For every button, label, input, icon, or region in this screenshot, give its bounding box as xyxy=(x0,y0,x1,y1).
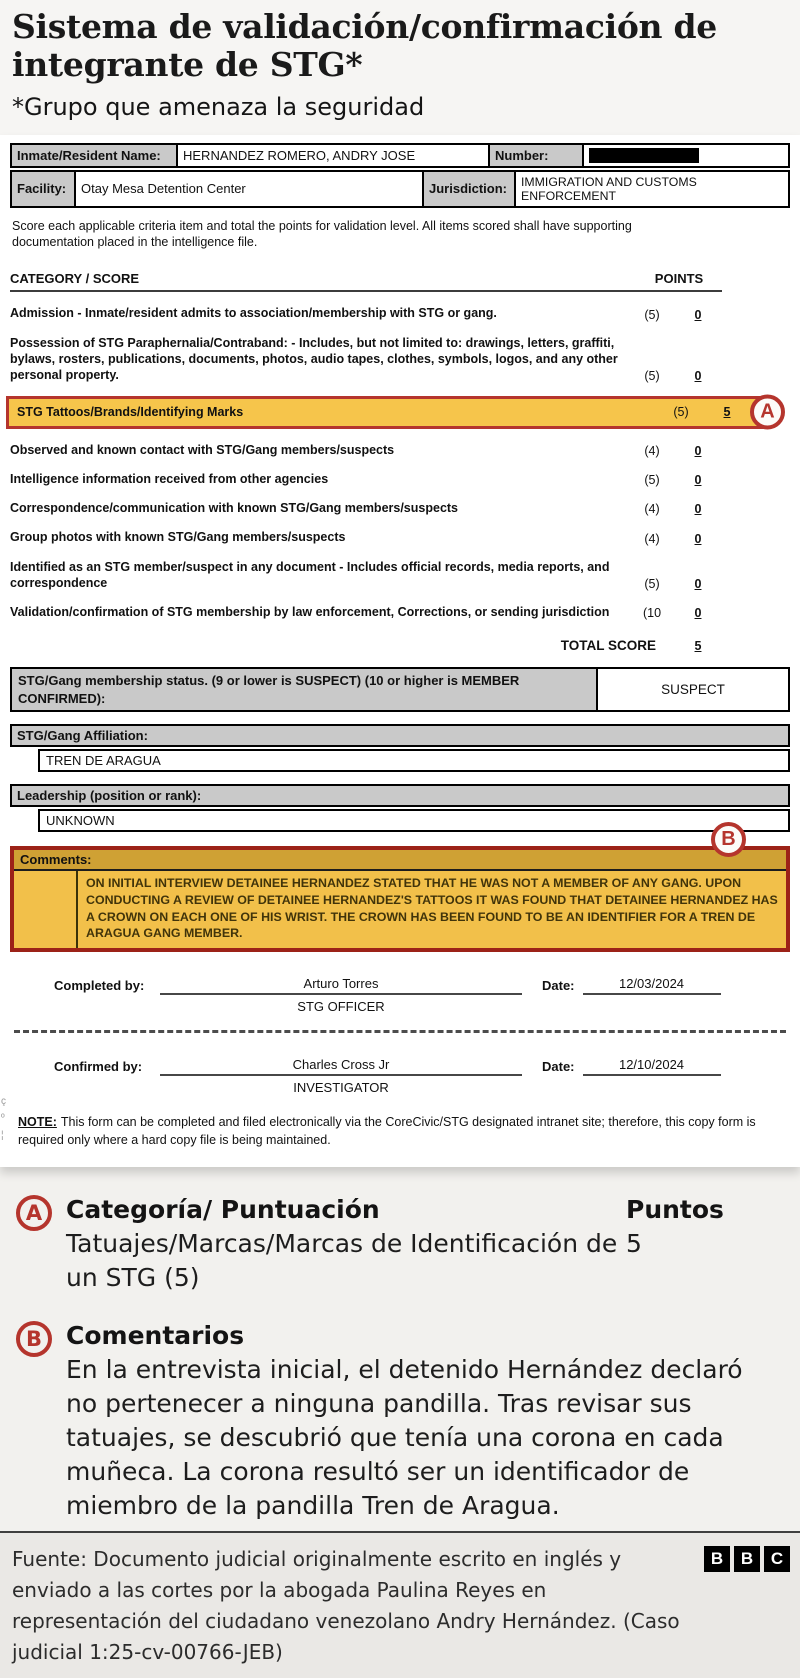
row-points-value: 5 xyxy=(723,405,731,420)
confirmed-by-row xyxy=(10,1057,790,1095)
date-label: Date: xyxy=(542,977,575,993)
confirmed-by-label: Confirmed by: xyxy=(54,1058,143,1074)
table-row xyxy=(10,604,722,620)
number-label: Number: xyxy=(490,145,584,166)
table-row-highlighted xyxy=(6,396,775,428)
completed-date: 12/03/2024 xyxy=(583,976,721,995)
annotation-b-badge: B xyxy=(16,1321,52,1357)
comments-box xyxy=(10,828,790,951)
scanned-form xyxy=(0,135,800,1168)
form-header-row-1 xyxy=(10,143,790,168)
leadership-value: UNKNOWN xyxy=(38,809,790,832)
row-score: (5) xyxy=(644,577,660,592)
row-score: (5) xyxy=(644,473,660,488)
table-header xyxy=(10,271,722,292)
row-points-value: 0 xyxy=(694,606,702,621)
number-value-cell xyxy=(584,145,788,166)
row-points xyxy=(674,606,722,620)
row-points xyxy=(703,405,751,419)
membership-status-label: STG/Gang membership status. (9 or lower is SUSPECT) (10 or higher is MEMBER CONFIRMED): xyxy=(12,669,596,710)
row-points xyxy=(674,502,722,516)
affiliation-label: STG/Gang Affiliation: xyxy=(10,724,790,747)
total-score-value: 5 xyxy=(694,639,702,654)
row-score: (5) xyxy=(644,307,660,322)
completed-by-signature xyxy=(160,976,522,1014)
annotation-a xyxy=(14,1193,786,1295)
row-text: STG Tattoos/Brands/Identifying Marks xyxy=(17,405,244,420)
row-text: Group photos with known STG/Gang members/suspects xyxy=(10,530,346,545)
comments-text: ON INITIAL INTERVIEW DETAINEE HERNANDEZ STATED THAT HE WAS NOT A MEMBER OF ANY GANG. UPON CONDUCTING A REVIEW OF DETAINEE HERNANDEZ'S TATTOOS IT WAS FOUND THAT DETAINEE HERNANDEZ HAS A CROWN ON EACH ONE OF HIS WRIST. THE CROWN HAS BEEN FOUND TO BE AN IDENTIFIER FOR A TREN DE ARAGUA GANG MEMBER. xyxy=(76,871,786,947)
table-row xyxy=(10,529,722,545)
row-score: (5) xyxy=(644,369,660,384)
annotation-a-body: Tatuajes/Marcas/Marcas de Identificación de un STG (5) xyxy=(66,1229,618,1293)
page-subtitle: *Grupo que amenaza la seguridad xyxy=(12,92,425,121)
table-row xyxy=(10,559,722,592)
completed-by-row xyxy=(10,976,790,1014)
confirmed-by-role: INVESTIGATOR xyxy=(293,1079,389,1095)
membership-status-box xyxy=(10,667,790,712)
total-score-points xyxy=(674,639,722,653)
note-label: NOTE: xyxy=(18,1114,57,1129)
annotation-a-content xyxy=(66,1193,786,1295)
scan-edge-artifact xyxy=(1,1097,6,1141)
comments-label: Comments: xyxy=(14,850,786,871)
row-score: (4) xyxy=(644,502,660,517)
leadership-label: Leadership (position or rank): xyxy=(10,784,790,807)
row-points xyxy=(674,308,722,322)
date-block xyxy=(583,976,721,995)
inmate-name-label: Inmate/Resident Name: xyxy=(12,145,178,166)
row-points-value: 0 xyxy=(694,473,702,488)
bbc-logo-block: C xyxy=(764,1546,790,1572)
completed-by-name: Arturo Torres xyxy=(160,976,522,995)
row-points xyxy=(674,473,722,487)
row-points-value: 0 xyxy=(694,443,702,458)
annotation-a-points-heading: Puntos xyxy=(626,1195,724,1225)
footer xyxy=(0,1531,800,1678)
annotation-a-points-value: 5 xyxy=(626,1229,642,1259)
row-score: (5) xyxy=(673,405,689,420)
row-text: Intelligence information received from other agencies xyxy=(10,471,329,486)
table-row xyxy=(10,500,722,516)
date-block xyxy=(583,1057,721,1076)
artifact-glyph: º xyxy=(1,1113,5,1125)
total-score-label: TOTAL SCORE xyxy=(560,638,656,654)
row-text: Admission - Inmate/resident admits to association/membership with STG or gang. xyxy=(10,306,497,321)
confirmed-by-signature xyxy=(160,1057,522,1095)
annotation-b xyxy=(14,1319,786,1523)
inmate-name-value: HERNANDEZ ROMERO, ANDRY JOSE xyxy=(178,145,490,166)
page-title: Sistema de validación/confirmación de integrante de STG* xyxy=(12,7,717,85)
row-score: (4) xyxy=(644,443,660,458)
points-header: POINTS xyxy=(654,271,704,287)
annotation-b-body: En la entrevista inicial, el detenido Hernández declaró no pertenecer a ninguna pandilla. Tras revisar sus tatuajes, se descubrió que tenía una corona en cada muñeca. La corona resultó ser un identificador de miembro de la pandilla Tren de Aragua. xyxy=(66,1355,743,1521)
annotation-a-right xyxy=(618,1193,786,1295)
bbc-logo xyxy=(704,1546,790,1572)
annotation-a-badge: A xyxy=(16,1195,52,1231)
category-score-header: CATEGORY / SCORE xyxy=(10,271,140,287)
row-points xyxy=(674,444,722,458)
masthead xyxy=(0,0,800,135)
jurisdiction-label: Jurisdiction: xyxy=(424,172,516,206)
annotation-a-left xyxy=(66,1193,618,1295)
row-text: Observed and known contact with STG/Gang members/suspects xyxy=(10,442,395,457)
annotation-b-heading: Comentarios xyxy=(66,1321,245,1351)
artifact-glyph: ¦ xyxy=(1,1130,4,1142)
form-note xyxy=(18,1113,763,1149)
table-row xyxy=(10,471,722,487)
row-text: Validation/confirmation of STG membership by law enforcement, Corrections, or sending jurisdiction xyxy=(10,605,610,620)
redacted-number-bar xyxy=(589,148,699,163)
confirmed-by-name: Charles Cross Jr xyxy=(160,1057,522,1076)
row-score: (10 xyxy=(642,606,662,621)
row-points xyxy=(674,532,722,546)
source-credit: Fuente: Documento judicial originalmente escrito en inglés y enviado a las cortes por la abogada Paulina Reyes en representación del ciudadano venezolano Andry Hernández. (Caso judicial 1:25-cv-00766-JEB) xyxy=(12,1547,680,1665)
row-points-value: 0 xyxy=(694,577,702,592)
confirmed-date: 12/10/2024 xyxy=(583,1057,721,1076)
jurisdiction-value: IMMIGRATION AND CUSTOMS ENFORCEMENT xyxy=(521,174,697,203)
table-row xyxy=(10,305,722,321)
facility-label: Facility: xyxy=(12,172,76,206)
row-score: (4) xyxy=(644,531,660,546)
completed-by-role: STG OFFICER xyxy=(297,998,385,1014)
membership-status-value: SUSPECT xyxy=(596,669,788,710)
annotation-key xyxy=(0,1167,800,1531)
annotation-a-heading: Categoría/ Puntuación xyxy=(66,1195,380,1225)
table-row xyxy=(10,335,722,384)
artifact-glyph: ç xyxy=(1,1096,6,1108)
facility-value: Otay Mesa Detention Center xyxy=(76,172,424,206)
row-points-value: 0 xyxy=(694,307,702,322)
bbc-logo-block: B xyxy=(734,1546,760,1572)
affiliation-value: TREN DE ARAGUA xyxy=(38,749,790,772)
row-text: Identified as an STG member/suspect in any document - Includes official records, media reports, and correspondence xyxy=(10,559,610,590)
completed-by-label: Completed by: xyxy=(54,977,145,993)
table-row xyxy=(10,442,722,458)
row-points-value: 0 xyxy=(694,502,702,517)
date-label: Date: xyxy=(542,1058,575,1074)
row-text: Possession of STG Paraphernalia/Contraband: - Includes, but not limited to: drawings, letters, graffiti, bylaws, rosters, publications, documents, photos, audio tapes, clothes, symbols, logos, and any other personal property. xyxy=(10,335,618,383)
annotation-marker-b: B xyxy=(711,822,746,857)
row-text: Correspondence/communication with known STG/Gang members/suspects xyxy=(10,501,459,516)
form-header-row-2 xyxy=(10,170,790,208)
note-text: This form can be completed and filed electronically via the CoreCivic/STG designated intranet site; therefore, this copy form is required only where a hard copy file is being maintained. xyxy=(18,1114,756,1147)
total-score-row xyxy=(10,638,722,653)
scoring-instruction: Score each applicable criteria item and total the points for validation level. All items scored shall have supporting documentation placed in the intelligence file. xyxy=(12,218,632,250)
row-points-value: 0 xyxy=(694,531,702,546)
row-points-value: 0 xyxy=(694,369,702,384)
annotation-marker-a: A xyxy=(750,395,785,430)
row-points xyxy=(674,577,722,591)
bbc-logo-block: B xyxy=(704,1546,730,1572)
row-points xyxy=(674,369,722,383)
dashed-divider xyxy=(14,1030,786,1033)
